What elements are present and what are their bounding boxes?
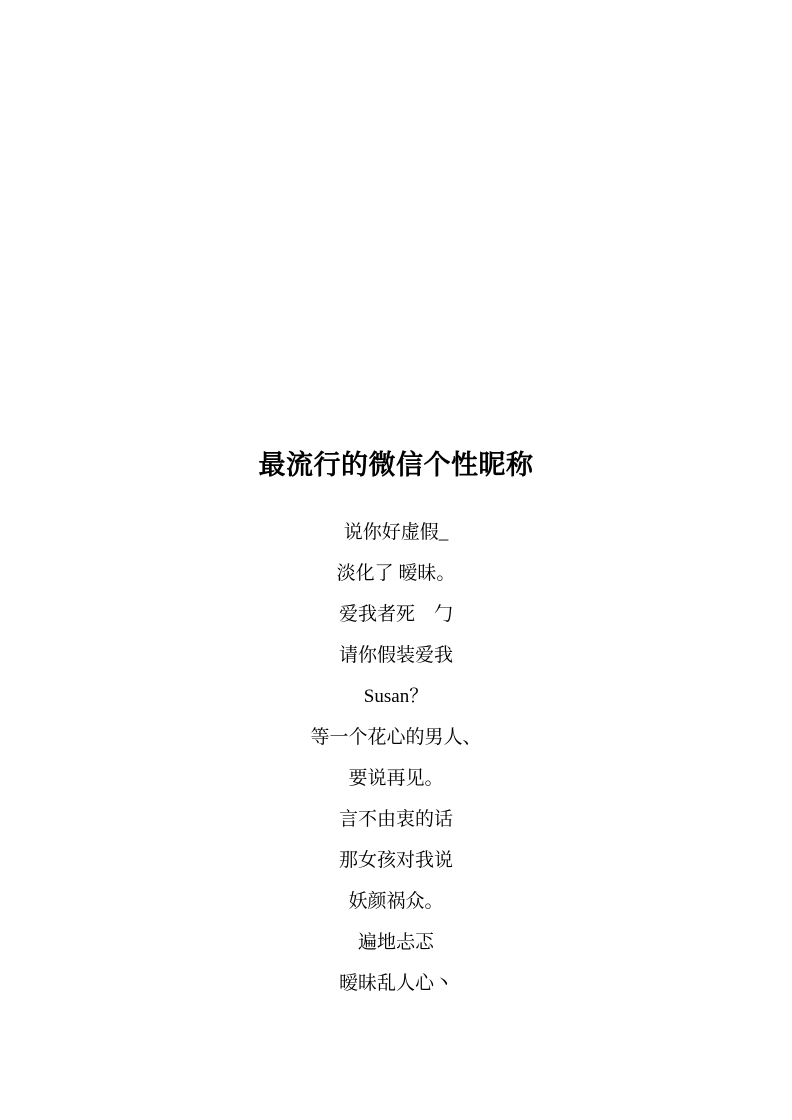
- list-item: 淡化了 暧昧。: [336, 563, 456, 584]
- list-item: 等一个花心的男人、: [310, 727, 482, 748]
- list-item: 请你假装爱我: [338, 645, 453, 666]
- page-title: 最流行的微信个性昵称: [258, 450, 534, 482]
- nickname-list: [0, 512, 792, 1004]
- list-item: 遍地忐忑: [357, 932, 434, 953]
- list-item: 言不由衷的话: [338, 809, 453, 830]
- list-item: 要说再见。: [348, 768, 444, 789]
- list-item: 说你好虚假_: [343, 522, 449, 543]
- list-item: 那女孩对我说: [338, 850, 453, 871]
- list-item: Susan？: [363, 686, 429, 707]
- list-item: 妖颜祸众。: [348, 891, 444, 912]
- list-item: 爱我者死 勹: [338, 604, 453, 625]
- list-item: 暧昧乱人心丶: [338, 973, 453, 994]
